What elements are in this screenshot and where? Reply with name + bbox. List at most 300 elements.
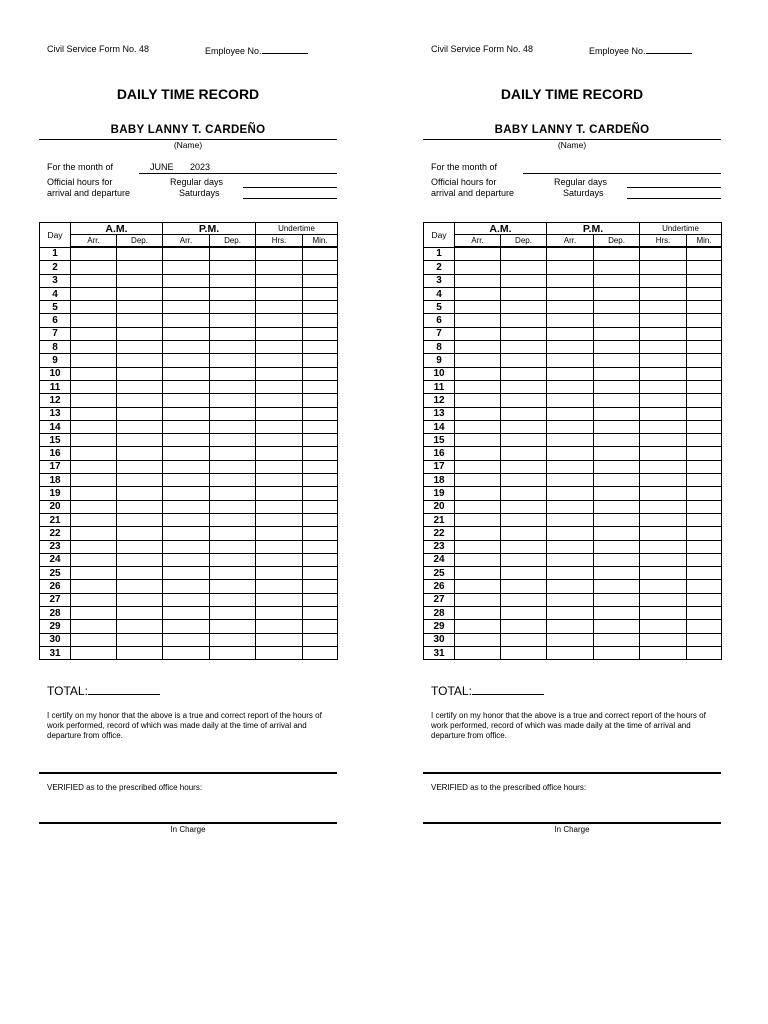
undertime-minutes-cell[interactable] — [303, 434, 338, 447]
am-arrival-cell[interactable] — [455, 567, 501, 580]
undertime-minutes-cell[interactable] — [303, 620, 338, 633]
undertime-hours-cell[interactable] — [640, 301, 687, 314]
am-departure-cell[interactable] — [501, 567, 547, 580]
am-arrival-cell[interactable] — [71, 247, 117, 261]
am-departure-cell[interactable] — [117, 447, 163, 460]
undertime-minutes-cell[interactable] — [303, 301, 338, 314]
pm-arrival-cell[interactable] — [547, 354, 594, 367]
pm-departure-cell[interactable] — [594, 540, 640, 553]
am-arrival-cell[interactable] — [455, 247, 501, 261]
undertime-minutes-cell[interactable] — [303, 513, 338, 526]
pm-departure-cell[interactable] — [210, 607, 256, 620]
pm-arrival-cell[interactable] — [163, 420, 210, 433]
undertime-hours-cell[interactable] — [256, 527, 303, 540]
undertime-hours-cell[interactable] — [640, 380, 687, 393]
pm-departure-cell[interactable] — [594, 620, 640, 633]
undertime-minutes-cell[interactable] — [303, 646, 338, 659]
am-arrival-cell[interactable] — [71, 367, 117, 380]
undertime-minutes-cell[interactable] — [303, 633, 338, 646]
am-departure-cell[interactable] — [501, 301, 547, 314]
pm-departure-cell[interactable] — [210, 460, 256, 473]
pm-departure-cell[interactable] — [594, 247, 640, 261]
employee-no-field[interactable] — [262, 44, 308, 54]
am-departure-cell[interactable] — [117, 487, 163, 500]
in-charge-signature-line[interactable] — [423, 822, 721, 824]
am-arrival-cell[interactable] — [71, 540, 117, 553]
am-departure-cell[interactable] — [501, 247, 547, 261]
am-arrival-cell[interactable] — [71, 447, 117, 460]
am-arrival-cell[interactable] — [455, 341, 501, 354]
pm-arrival-cell[interactable] — [547, 487, 594, 500]
undertime-hours-cell[interactable] — [640, 287, 687, 300]
am-departure-cell[interactable] — [501, 447, 547, 460]
employee-signature-line[interactable] — [39, 772, 337, 774]
pm-arrival-cell[interactable] — [547, 287, 594, 300]
undertime-hours-cell[interactable] — [256, 487, 303, 500]
pm-departure-cell[interactable] — [210, 593, 256, 606]
am-departure-cell[interactable] — [117, 420, 163, 433]
pm-departure-cell[interactable] — [210, 301, 256, 314]
am-arrival-cell[interactable] — [455, 447, 501, 460]
undertime-hours-cell[interactable] — [256, 327, 303, 340]
pm-arrival-cell[interactable] — [163, 540, 210, 553]
pm-departure-cell[interactable] — [210, 434, 256, 447]
am-departure-cell[interactable] — [501, 540, 547, 553]
pm-departure-cell[interactable] — [594, 314, 640, 327]
undertime-minutes-cell[interactable] — [303, 500, 338, 513]
am-departure-cell[interactable] — [117, 540, 163, 553]
pm-departure-cell[interactable] — [594, 380, 640, 393]
undertime-hours-cell[interactable] — [640, 354, 687, 367]
undertime-minutes-cell[interactable] — [687, 593, 722, 606]
undertime-minutes-cell[interactable] — [303, 487, 338, 500]
undertime-hours-cell[interactable] — [256, 607, 303, 620]
pm-departure-cell[interactable] — [594, 367, 640, 380]
am-arrival-cell[interactable] — [455, 460, 501, 473]
undertime-hours-cell[interactable] — [640, 527, 687, 540]
undertime-hours-cell[interactable] — [640, 327, 687, 340]
pm-departure-cell[interactable] — [210, 261, 256, 274]
am-departure-cell[interactable] — [117, 247, 163, 261]
am-departure-cell[interactable] — [501, 460, 547, 473]
undertime-hours-cell[interactable] — [640, 593, 687, 606]
am-arrival-cell[interactable] — [455, 646, 501, 659]
undertime-hours-cell[interactable] — [640, 567, 687, 580]
am-departure-cell[interactable] — [501, 380, 547, 393]
undertime-minutes-cell[interactable] — [687, 553, 722, 566]
am-arrival-cell[interactable] — [71, 380, 117, 393]
undertime-hours-cell[interactable] — [256, 580, 303, 593]
am-departure-cell[interactable] — [117, 474, 163, 487]
undertime-minutes-cell[interactable] — [303, 341, 338, 354]
pm-arrival-cell[interactable] — [163, 367, 210, 380]
undertime-minutes-cell[interactable] — [687, 327, 722, 340]
am-arrival-cell[interactable] — [71, 314, 117, 327]
month-field-line[interactable] — [523, 173, 721, 174]
am-arrival-cell[interactable] — [455, 500, 501, 513]
am-arrival-cell[interactable] — [71, 633, 117, 646]
pm-arrival-cell[interactable] — [547, 540, 594, 553]
am-departure-cell[interactable] — [501, 593, 547, 606]
undertime-hours-cell[interactable] — [256, 261, 303, 274]
pm-departure-cell[interactable] — [594, 633, 640, 646]
am-arrival-cell[interactable] — [71, 607, 117, 620]
undertime-minutes-cell[interactable] — [687, 607, 722, 620]
undertime-minutes-cell[interactable] — [303, 314, 338, 327]
am-departure-cell[interactable] — [117, 527, 163, 540]
pm-departure-cell[interactable] — [210, 620, 256, 633]
undertime-minutes-cell[interactable] — [687, 567, 722, 580]
am-departure-cell[interactable] — [501, 327, 547, 340]
pm-arrival-cell[interactable] — [547, 633, 594, 646]
undertime-minutes-cell[interactable] — [303, 420, 338, 433]
am-arrival-cell[interactable] — [71, 593, 117, 606]
pm-arrival-cell[interactable] — [547, 301, 594, 314]
pm-arrival-cell[interactable] — [163, 567, 210, 580]
am-arrival-cell[interactable] — [455, 394, 501, 407]
undertime-minutes-cell[interactable] — [687, 527, 722, 540]
pm-arrival-cell[interactable] — [547, 420, 594, 433]
undertime-minutes-cell[interactable] — [687, 301, 722, 314]
undertime-minutes-cell[interactable] — [687, 620, 722, 633]
am-departure-cell[interactable] — [117, 633, 163, 646]
undertime-minutes-cell[interactable] — [303, 580, 338, 593]
undertime-hours-cell[interactable] — [256, 367, 303, 380]
pm-arrival-cell[interactable] — [547, 620, 594, 633]
undertime-minutes-cell[interactable] — [687, 420, 722, 433]
pm-departure-cell[interactable] — [594, 607, 640, 620]
pm-departure-cell[interactable] — [594, 500, 640, 513]
undertime-minutes-cell[interactable] — [303, 593, 338, 606]
am-departure-cell[interactable] — [501, 553, 547, 566]
pm-arrival-cell[interactable] — [547, 407, 594, 420]
pm-departure-cell[interactable] — [594, 460, 640, 473]
undertime-hours-cell[interactable] — [640, 607, 687, 620]
undertime-minutes-cell[interactable] — [687, 580, 722, 593]
regular-days-field[interactable] — [243, 187, 337, 188]
am-arrival-cell[interactable] — [455, 354, 501, 367]
pm-departure-cell[interactable] — [594, 580, 640, 593]
pm-departure-cell[interactable] — [210, 553, 256, 566]
pm-departure-cell[interactable] — [210, 354, 256, 367]
pm-arrival-cell[interactable] — [163, 527, 210, 540]
pm-departure-cell[interactable] — [210, 247, 256, 261]
undertime-hours-cell[interactable] — [640, 314, 687, 327]
undertime-hours-cell[interactable] — [256, 407, 303, 420]
am-departure-cell[interactable] — [501, 607, 547, 620]
undertime-minutes-cell[interactable] — [303, 474, 338, 487]
pm-arrival-cell[interactable] — [547, 593, 594, 606]
pm-departure-cell[interactable] — [210, 580, 256, 593]
am-arrival-cell[interactable] — [455, 434, 501, 447]
undertime-minutes-cell[interactable] — [687, 380, 722, 393]
pm-departure-cell[interactable] — [210, 500, 256, 513]
pm-arrival-cell[interactable] — [547, 527, 594, 540]
pm-arrival-cell[interactable] — [163, 487, 210, 500]
undertime-minutes-cell[interactable] — [303, 540, 338, 553]
pm-departure-cell[interactable] — [210, 420, 256, 433]
am-departure-cell[interactable] — [501, 500, 547, 513]
am-departure-cell[interactable] — [117, 620, 163, 633]
pm-departure-cell[interactable] — [594, 407, 640, 420]
am-departure-cell[interactable] — [117, 580, 163, 593]
pm-arrival-cell[interactable] — [547, 447, 594, 460]
total-field[interactable] — [88, 684, 160, 695]
am-arrival-cell[interactable] — [455, 553, 501, 566]
am-arrival-cell[interactable] — [455, 367, 501, 380]
undertime-hours-cell[interactable] — [640, 407, 687, 420]
pm-departure-cell[interactable] — [594, 287, 640, 300]
am-departure-cell[interactable] — [117, 500, 163, 513]
am-arrival-cell[interactable] — [455, 474, 501, 487]
undertime-hours-cell[interactable] — [640, 341, 687, 354]
pm-arrival-cell[interactable] — [163, 394, 210, 407]
undertime-hours-cell[interactable] — [256, 380, 303, 393]
undertime-hours-cell[interactable] — [640, 487, 687, 500]
am-arrival-cell[interactable] — [455, 380, 501, 393]
am-arrival-cell[interactable] — [455, 274, 501, 287]
am-arrival-cell[interactable] — [71, 513, 117, 526]
pm-departure-cell[interactable] — [210, 327, 256, 340]
am-arrival-cell[interactable] — [71, 500, 117, 513]
am-departure-cell[interactable] — [501, 354, 547, 367]
pm-departure-cell[interactable] — [210, 633, 256, 646]
undertime-minutes-cell[interactable] — [303, 607, 338, 620]
undertime-hours-cell[interactable] — [256, 447, 303, 460]
am-departure-cell[interactable] — [501, 474, 547, 487]
in-charge-signature-line[interactable] — [39, 822, 337, 824]
undertime-hours-cell[interactable] — [256, 593, 303, 606]
pm-departure-cell[interactable] — [210, 487, 256, 500]
am-departure-cell[interactable] — [117, 367, 163, 380]
pm-arrival-cell[interactable] — [163, 474, 210, 487]
undertime-hours-cell[interactable] — [640, 460, 687, 473]
am-arrival-cell[interactable] — [71, 460, 117, 473]
pm-arrival-cell[interactable] — [163, 380, 210, 393]
undertime-hours-cell[interactable] — [256, 474, 303, 487]
undertime-minutes-cell[interactable] — [687, 646, 722, 659]
pm-departure-cell[interactable] — [210, 314, 256, 327]
undertime-hours-cell[interactable] — [256, 500, 303, 513]
pm-arrival-cell[interactable] — [163, 460, 210, 473]
undertime-hours-cell[interactable] — [640, 367, 687, 380]
pm-arrival-cell[interactable] — [163, 500, 210, 513]
am-departure-cell[interactable] — [117, 593, 163, 606]
am-arrival-cell[interactable] — [455, 540, 501, 553]
am-arrival-cell[interactable] — [455, 420, 501, 433]
pm-arrival-cell[interactable] — [547, 380, 594, 393]
am-departure-cell[interactable] — [117, 261, 163, 274]
pm-arrival-cell[interactable] — [547, 500, 594, 513]
am-departure-cell[interactable] — [117, 646, 163, 659]
am-departure-cell[interactable] — [501, 394, 547, 407]
am-departure-cell[interactable] — [117, 354, 163, 367]
undertime-minutes-cell[interactable] — [303, 261, 338, 274]
pm-arrival-cell[interactable] — [547, 367, 594, 380]
undertime-hours-cell[interactable] — [640, 447, 687, 460]
pm-departure-cell[interactable] — [594, 354, 640, 367]
undertime-hours-cell[interactable] — [640, 553, 687, 566]
am-departure-cell[interactable] — [117, 301, 163, 314]
pm-arrival-cell[interactable] — [163, 407, 210, 420]
am-departure-cell[interactable] — [501, 314, 547, 327]
pm-departure-cell[interactable] — [594, 420, 640, 433]
undertime-minutes-cell[interactable] — [687, 474, 722, 487]
undertime-hours-cell[interactable] — [256, 434, 303, 447]
undertime-minutes-cell[interactable] — [303, 447, 338, 460]
am-arrival-cell[interactable] — [71, 567, 117, 580]
am-arrival-cell[interactable] — [71, 394, 117, 407]
am-departure-cell[interactable] — [117, 274, 163, 287]
pm-departure-cell[interactable] — [594, 474, 640, 487]
pm-arrival-cell[interactable] — [547, 274, 594, 287]
pm-departure-cell[interactable] — [594, 567, 640, 580]
am-arrival-cell[interactable] — [455, 527, 501, 540]
undertime-hours-cell[interactable] — [256, 540, 303, 553]
undertime-minutes-cell[interactable] — [687, 407, 722, 420]
am-arrival-cell[interactable] — [71, 420, 117, 433]
am-arrival-cell[interactable] — [455, 620, 501, 633]
undertime-hours-cell[interactable] — [256, 460, 303, 473]
pm-arrival-cell[interactable] — [163, 301, 210, 314]
am-arrival-cell[interactable] — [455, 487, 501, 500]
am-arrival-cell[interactable] — [71, 487, 117, 500]
undertime-minutes-cell[interactable] — [303, 327, 338, 340]
pm-departure-cell[interactable] — [210, 527, 256, 540]
undertime-hours-cell[interactable] — [640, 580, 687, 593]
am-departure-cell[interactable] — [117, 341, 163, 354]
undertime-hours-cell[interactable] — [256, 394, 303, 407]
pm-departure-cell[interactable] — [210, 341, 256, 354]
employee-no-field[interactable] — [646, 44, 692, 54]
undertime-minutes-cell[interactable] — [687, 434, 722, 447]
pm-departure-cell[interactable] — [594, 646, 640, 659]
pm-arrival-cell[interactable] — [163, 580, 210, 593]
month-field-line[interactable] — [139, 173, 337, 174]
undertime-hours-cell[interactable] — [256, 354, 303, 367]
pm-departure-cell[interactable] — [594, 274, 640, 287]
pm-departure-cell[interactable] — [210, 380, 256, 393]
pm-departure-cell[interactable] — [210, 646, 256, 659]
undertime-hours-cell[interactable] — [640, 540, 687, 553]
undertime-hours-cell[interactable] — [640, 261, 687, 274]
am-arrival-cell[interactable] — [455, 580, 501, 593]
undertime-minutes-cell[interactable] — [303, 287, 338, 300]
pm-arrival-cell[interactable] — [163, 341, 210, 354]
pm-arrival-cell[interactable] — [163, 354, 210, 367]
pm-arrival-cell[interactable] — [547, 513, 594, 526]
pm-departure-cell[interactable] — [210, 513, 256, 526]
am-arrival-cell[interactable] — [455, 513, 501, 526]
undertime-minutes-cell[interactable] — [303, 460, 338, 473]
pm-arrival-cell[interactable] — [163, 553, 210, 566]
undertime-hours-cell[interactable] — [256, 274, 303, 287]
employee-signature-line[interactable] — [423, 772, 721, 774]
am-departure-cell[interactable] — [117, 407, 163, 420]
am-departure-cell[interactable] — [117, 394, 163, 407]
undertime-minutes-cell[interactable] — [303, 407, 338, 420]
pm-arrival-cell[interactable] — [163, 633, 210, 646]
am-arrival-cell[interactable] — [71, 407, 117, 420]
undertime-minutes-cell[interactable] — [687, 633, 722, 646]
am-departure-cell[interactable] — [501, 580, 547, 593]
undertime-minutes-cell[interactable] — [687, 487, 722, 500]
pm-arrival-cell[interactable] — [163, 314, 210, 327]
pm-departure-cell[interactable] — [594, 394, 640, 407]
am-arrival-cell[interactable] — [455, 327, 501, 340]
undertime-minutes-cell[interactable] — [687, 287, 722, 300]
pm-arrival-cell[interactable] — [547, 567, 594, 580]
am-arrival-cell[interactable] — [71, 301, 117, 314]
undertime-hours-cell[interactable] — [256, 633, 303, 646]
undertime-hours-cell[interactable] — [640, 633, 687, 646]
pm-arrival-cell[interactable] — [163, 646, 210, 659]
undertime-hours-cell[interactable] — [640, 474, 687, 487]
pm-departure-cell[interactable] — [594, 487, 640, 500]
pm-departure-cell[interactable] — [594, 553, 640, 566]
undertime-minutes-cell[interactable] — [303, 247, 338, 261]
undertime-hours-cell[interactable] — [640, 247, 687, 261]
pm-departure-cell[interactable] — [210, 287, 256, 300]
pm-arrival-cell[interactable] — [163, 513, 210, 526]
pm-departure-cell[interactable] — [594, 527, 640, 540]
pm-departure-cell[interactable] — [210, 274, 256, 287]
undertime-minutes-cell[interactable] — [303, 553, 338, 566]
pm-departure-cell[interactable] — [210, 474, 256, 487]
undertime-minutes-cell[interactable] — [687, 341, 722, 354]
pm-departure-cell[interactable] — [210, 407, 256, 420]
pm-arrival-cell[interactable] — [547, 460, 594, 473]
am-departure-cell[interactable] — [117, 513, 163, 526]
am-departure-cell[interactable] — [501, 287, 547, 300]
pm-arrival-cell[interactable] — [547, 394, 594, 407]
am-arrival-cell[interactable] — [455, 261, 501, 274]
am-departure-cell[interactable] — [117, 553, 163, 566]
am-departure-cell[interactable] — [501, 633, 547, 646]
undertime-minutes-cell[interactable] — [303, 274, 338, 287]
pm-departure-cell[interactable] — [594, 261, 640, 274]
undertime-minutes-cell[interactable] — [687, 354, 722, 367]
pm-arrival-cell[interactable] — [547, 580, 594, 593]
am-arrival-cell[interactable] — [71, 553, 117, 566]
total-field[interactable] — [472, 684, 544, 695]
pm-departure-cell[interactable] — [594, 327, 640, 340]
am-arrival-cell[interactable] — [71, 474, 117, 487]
pm-arrival-cell[interactable] — [163, 287, 210, 300]
undertime-minutes-cell[interactable] — [687, 274, 722, 287]
undertime-minutes-cell[interactable] — [303, 394, 338, 407]
undertime-hours-cell[interactable] — [640, 513, 687, 526]
am-arrival-cell[interactable] — [71, 327, 117, 340]
pm-arrival-cell[interactable] — [163, 261, 210, 274]
undertime-minutes-cell[interactable] — [687, 540, 722, 553]
undertime-hours-cell[interactable] — [640, 620, 687, 633]
am-arrival-cell[interactable] — [71, 580, 117, 593]
pm-arrival-cell[interactable] — [547, 247, 594, 261]
am-arrival-cell[interactable] — [455, 593, 501, 606]
pm-departure-cell[interactable] — [594, 341, 640, 354]
am-arrival-cell[interactable] — [71, 341, 117, 354]
pm-arrival-cell[interactable] — [163, 620, 210, 633]
saturdays-field[interactable] — [627, 198, 721, 199]
am-arrival-cell[interactable] — [455, 633, 501, 646]
am-arrival-cell[interactable] — [71, 434, 117, 447]
am-departure-cell[interactable] — [501, 646, 547, 659]
am-departure-cell[interactable] — [501, 341, 547, 354]
am-arrival-cell[interactable] — [455, 607, 501, 620]
am-arrival-cell[interactable] — [71, 646, 117, 659]
am-departure-cell[interactable] — [117, 314, 163, 327]
